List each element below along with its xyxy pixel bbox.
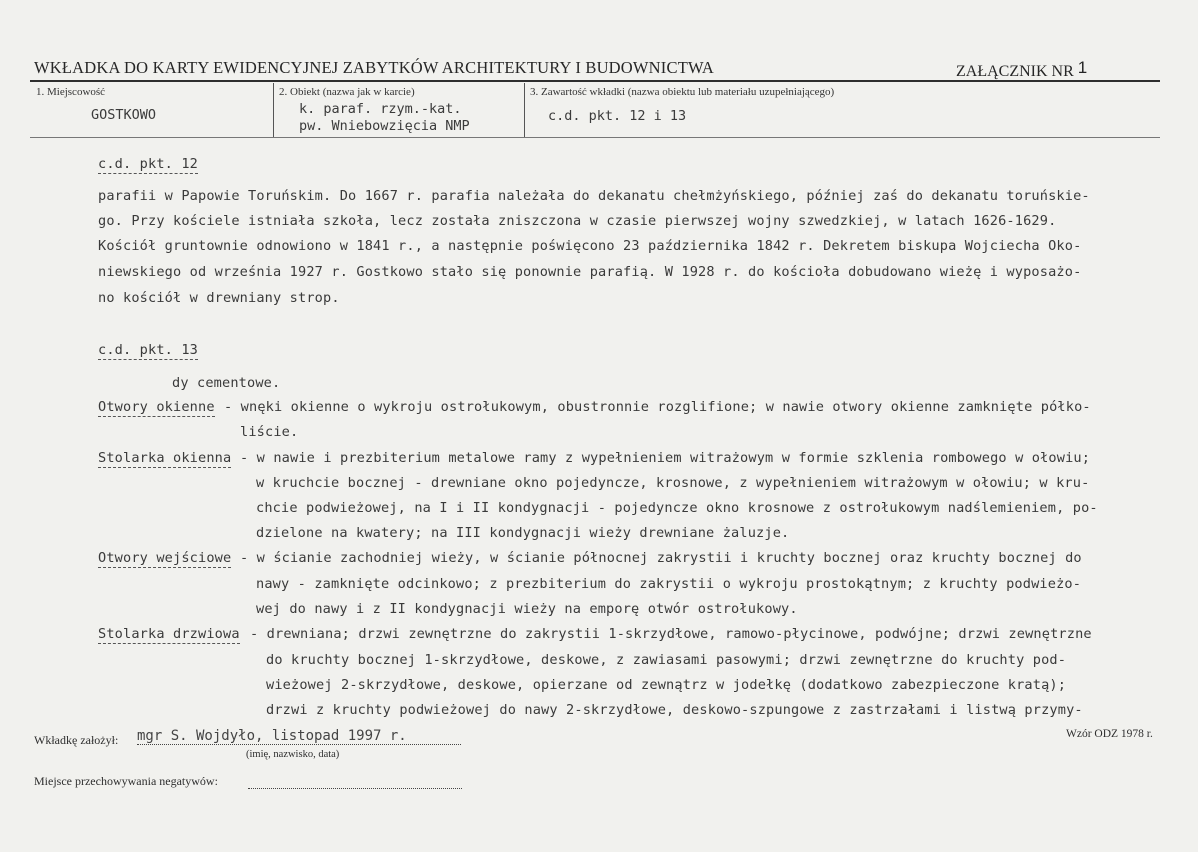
locality-value: GOSTKOWO (91, 107, 157, 123)
annex-text: ZAŁĄCZNIK NR (956, 63, 1074, 80)
window-openings-line-1: - wnęki okienne o wykroju ostrołukowym, obustronnie rozglifione; w nawie otwory okienne zamknięte półko- (224, 399, 1091, 415)
section12-line-5: no kościół w drewniany strop. (98, 290, 340, 306)
entrance-openings-label: Otwory wejściowe (98, 550, 232, 566)
locality-label: 1. Miejscowość (36, 86, 106, 98)
entrance-openings-line-3: wej do nawy i z II kondygnacji wieży na emporę otwór ostrołukowy. (256, 601, 798, 617)
annex-number: 1 (1077, 58, 1088, 77)
fields-bottom-rule (30, 137, 1160, 138)
header-rule (30, 80, 1160, 82)
window-joinery-line-1: - w nawie i prezbiterium metalowe ramy z wypełnieniem witrażowym w formie szklenia rombowego w ołowiu; (240, 450, 1091, 466)
section12-heading: c.d. pkt. 12 (98, 156, 199, 172)
entrance-openings-line-2: nawy - zamknięte odcinkowo; z prezbiterium do zakrystii o wykroju prostokątnym; z kruchty podwieżo- (256, 576, 1082, 592)
field-divider-2 (524, 83, 525, 137)
door-joinery-line-4: drzwi z kruchty podwieżowej do nawy 2-skrzydłowe, deskowo-szpungowe z zastrzałami i listwą przymy- (266, 702, 1083, 718)
object-label: 2. Obiekt (nazwa jak w karcie) (279, 86, 415, 98)
author-hint: (imię, nazwisko, data) (246, 749, 340, 760)
negatives-label: Miejsce przechowywania negatywów: (34, 774, 218, 788)
form-version: Wzór ODZ 1978 r. (1066, 728, 1153, 740)
door-joinery-line-2: do kruchty bocznej 1-skrzydłowe, deskowe, z zawiasami pasowymi; drzwi zewnętrzne do kruchty pod- (266, 652, 1067, 668)
window-joinery-label: Stolarka okienna (98, 450, 232, 466)
window-openings-label: Otwory okienne (98, 399, 215, 415)
window-joinery-line-2: w kruchcie bocznej - drewniane okno pojedyncze, krosnowe, z wypełnieniem witrażowym w ołowiu; w kru- (256, 475, 1090, 491)
author-value: mgr S. Wojdyło, listopad 1997 r. (137, 728, 461, 745)
section12-line-3: Kościół gruntownie odnowiono w 1841 r., a następnie poświęcono 23 października 1842 r. Dekretem biskupa Wojciecha Oko- (98, 238, 1082, 254)
field-divider-1 (273, 83, 274, 137)
section12-line-4: niewskiego od września 1927 r. Gostkowo stało się ponownie parafią. W 1928 r. do kościoła dobudowano wieżę i wyposażo- (98, 264, 1082, 280)
window-openings-line-2: liście. (240, 424, 299, 440)
section12-line-1: parafii w Papowie Toruńskim. Do 1667 r. parafia należała do dekanatu chełmżyńskiego, później zaś do dekanatu toruńskie- (98, 188, 1090, 204)
section12-line-2: go. Przy kościele istniała szkoła, lecz została zniszczona w czasie pierwszej wojny szwedzkiej, w latach 1626-1629. (98, 213, 1057, 229)
door-joinery-line-1: - drewniana; drzwi zewnętrzne do zakrystii 1-skrzydłowe, ramowo-płycinowe, podwójne; drzwi zewnętrzne (250, 626, 1092, 642)
door-joinery-label: Stolarka drzwiowa (98, 626, 240, 642)
negatives-field[interactable] (248, 787, 462, 789)
annex-label (956, 58, 1087, 81)
form-title: WKŁADKA DO KARTY EWIDENCYJNEJ ZABYTKÓW ARCHITEKTURY I BUDOWNICTWA (34, 58, 715, 77)
content-label: 3. Zawartość wkładki (nazwa obiektu lub materiału uzupełniającego) (530, 86, 835, 98)
window-joinery-line-3: chcie podwieżowej, na I i II kondygnacji - pojedyncze okno krosnowe z ostrołukowym nadślemieniem, po- (256, 500, 1098, 516)
author-label: Wkładkę założył: (34, 733, 119, 747)
window-joinery-line-4: dzielone na kwatery; na III kondygnacji wieży drewniane żaluzje. (256, 525, 790, 541)
entrance-openings-line-1: - w ścianie zachodniej wieży, w ścianie północnej zakrystii i kruchty bocznej oraz kruchty bocznej do (240, 550, 1082, 566)
object-value-line2: pw. Wniebowzięcia NMP (299, 118, 470, 134)
door-joinery-line-3: wieżowej 2-skrzydłowe, deskowe, opierzane od zewnątrz w jodełkę (dodatkowo zabezpieczone kratą); (266, 677, 1067, 693)
section13-intro: dy cementowe. (172, 375, 281, 391)
object-value-line1: k. paraf. rzym.-kat. (299, 101, 462, 117)
content-value: c.d. pkt. 12 i 13 (548, 108, 687, 124)
section13-heading: c.d. pkt. 13 (98, 342, 199, 358)
